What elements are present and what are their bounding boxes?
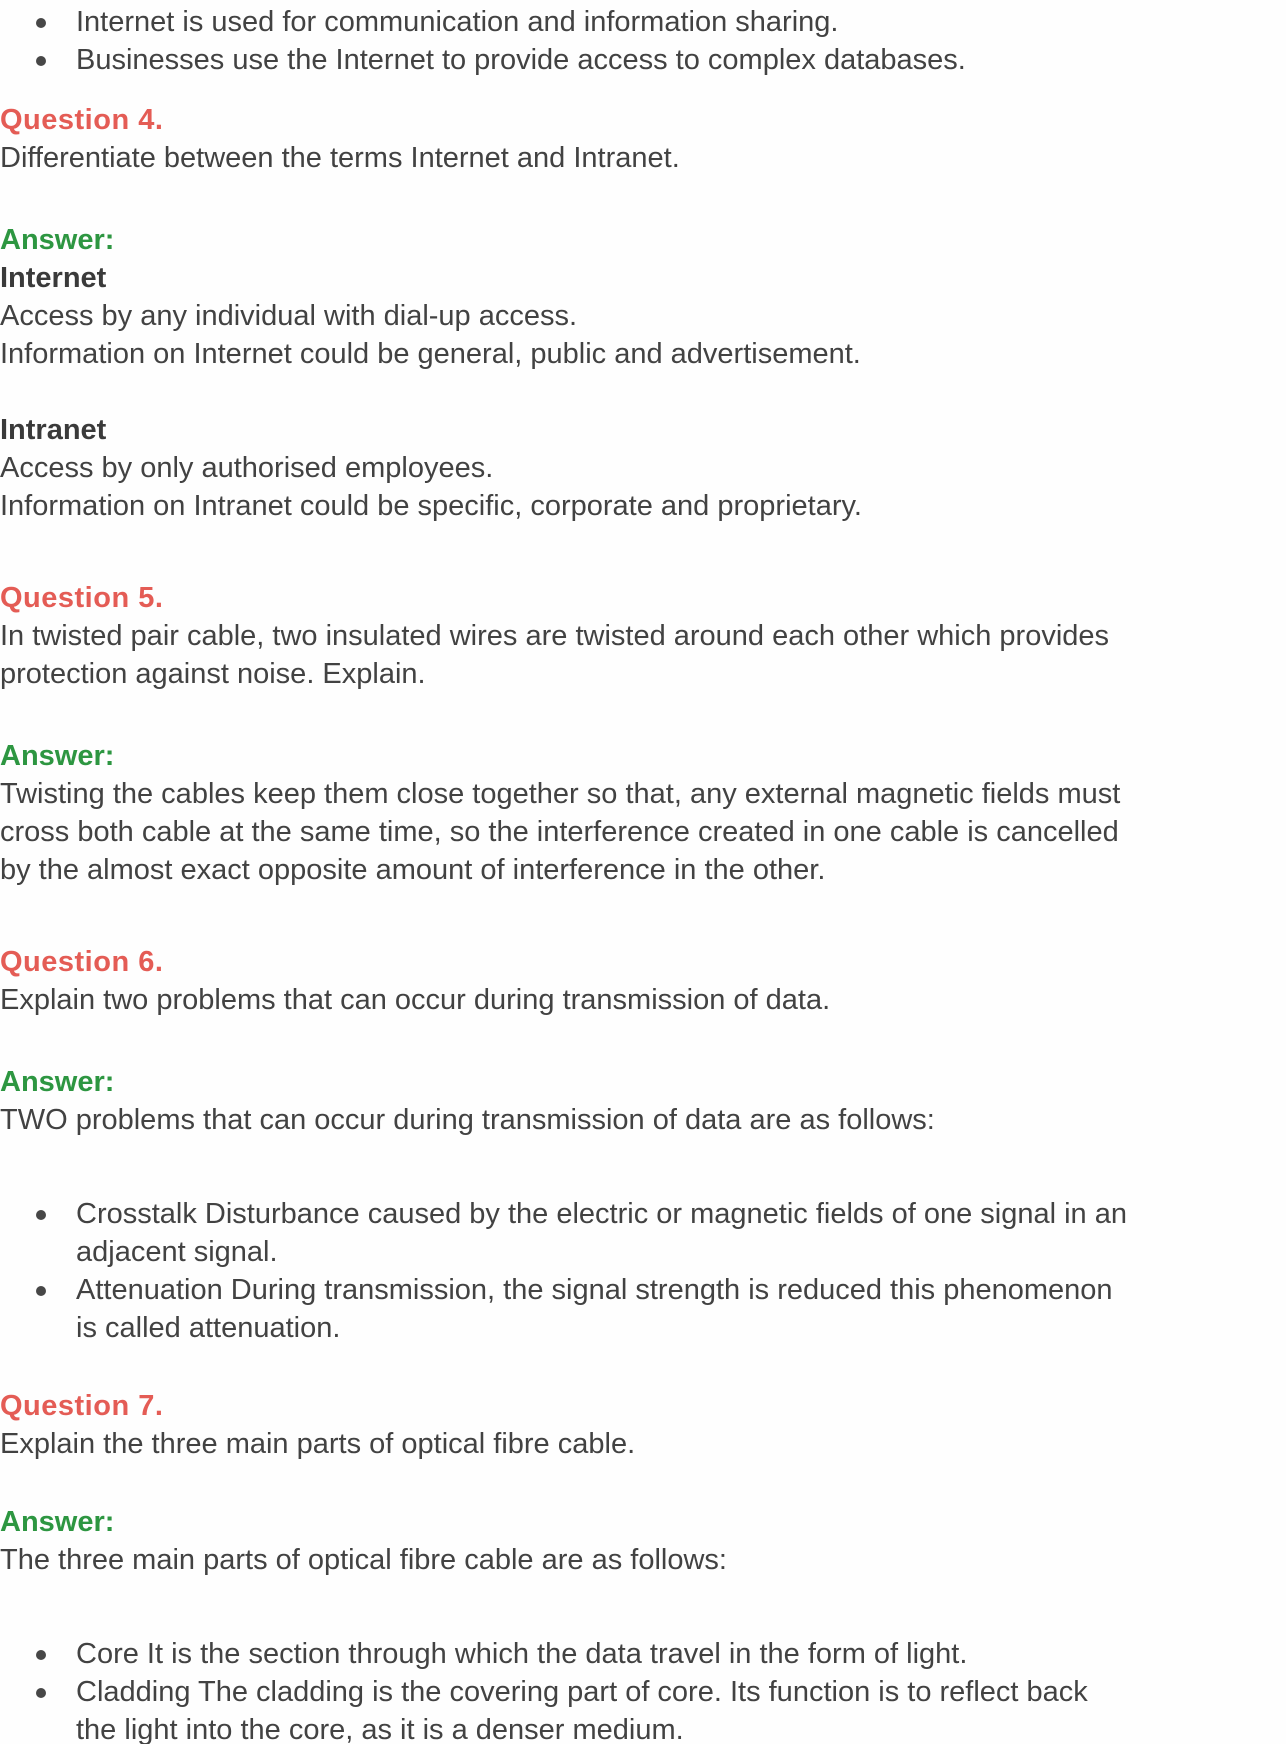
paragraph-line: Twisting the cables keep them close together so that, any external magnetic fields must (0, 778, 1121, 810)
bullet-list (0, 3, 1286, 79)
bullet-list (0, 1195, 1286, 1347)
subheading: Intranet (0, 414, 107, 446)
paragraph-line: Differentiate between the terms Internet and Intranet. (0, 142, 680, 174)
list-item-text: Cladding The cladding is the covering part of core. Its function is to reflect back (76, 1676, 1088, 1708)
list-item-text: is called attenuation. (76, 1312, 341, 1344)
paragraph-line: cross both cable at the same time, so the interference created in one cable is cancelled (0, 816, 1119, 848)
paragraph-line: Access by any individual with dial-up access. (0, 300, 578, 332)
question-heading: Question 5. (0, 582, 164, 614)
paragraph-line: Information on Intranet could be specific, corporate and proprietary. (0, 490, 862, 522)
bullet-line (0, 1271, 1286, 1309)
bullet-icon (36, 56, 46, 66)
list-item (0, 3, 1286, 41)
paragraph (0, 775, 1286, 889)
subheading: Internet (0, 262, 107, 294)
answer-label: Answer: (0, 1066, 115, 1098)
answer-label: Answer: (0, 740, 115, 772)
paragraph-line: protection against noise. Explain. (0, 658, 426, 690)
bullet-list (0, 1635, 1286, 1744)
paragraph-line: Explain the three main parts of optical fibre cable. (0, 1428, 636, 1460)
list-item (0, 1195, 1286, 1271)
paragraph (0, 1425, 1286, 1463)
paragraph (0, 297, 1286, 373)
list-item (0, 1673, 1286, 1744)
list-item (0, 1271, 1286, 1347)
list-item-text: adjacent signal. (76, 1236, 278, 1268)
paragraph (0, 139, 1286, 177)
paragraph-line: The three main parts of optical fibre cable are as follows: (0, 1544, 727, 1576)
list-item-text: Internet is used for communication and information sharing. (76, 6, 839, 38)
bullet-icon (36, 1688, 46, 1698)
bullet-line (0, 1635, 1286, 1673)
paragraph-line: by the almost exact opposite amount of interference in the other. (0, 854, 826, 886)
list-item-text: Crosstalk Disturbance caused by the electric or magnetic fields of one signal in an (76, 1198, 1127, 1230)
list-item-text: the light into the core, as it is a denser medium. (76, 1714, 684, 1744)
answer-label: Answer: (0, 1506, 115, 1538)
question-heading: Question 7. (0, 1390, 164, 1422)
question-heading: Question 4. (0, 104, 164, 136)
paragraph (0, 1541, 1286, 1579)
bullet-line (0, 3, 1286, 41)
bullet-line (0, 1673, 1286, 1711)
bullet-icon (36, 1650, 46, 1660)
answer-label: Answer: (0, 224, 115, 256)
paragraph-line: Access by only authorised employees. (0, 452, 494, 484)
paragraph-line: Explain two problems that can occur during transmission of data. (0, 984, 831, 1016)
paragraph-line: In twisted pair cable, two insulated wires are twisted around each other which provides (0, 620, 1110, 652)
bullet-icon (36, 1286, 46, 1296)
list-item-text: Core It is the section through which the data travel in the form of light. (76, 1638, 968, 1670)
paragraph (0, 981, 1286, 1019)
qa-document (0, 3, 1286, 1744)
list-item (0, 41, 1286, 79)
list-item-text: Attenuation During transmission, the signal strength is reduced this phenomenon (76, 1274, 1113, 1306)
bullet-icon (36, 1210, 46, 1220)
paragraph-line: TWO problems that can occur during transmission of data are as follows: (0, 1104, 935, 1136)
list-item (0, 1635, 1286, 1673)
bullet-line (0, 41, 1286, 79)
paragraph-line: Information on Internet could be general, public and advertisement. (0, 338, 861, 370)
bullet-continuation-line (0, 1711, 1286, 1744)
bullet-line (0, 1195, 1286, 1233)
paragraph (0, 617, 1286, 693)
paragraph (0, 449, 1286, 525)
bullet-icon (36, 18, 46, 28)
bullet-continuation-line (0, 1233, 1286, 1271)
paragraph (0, 1101, 1286, 1139)
question-heading: Question 6. (0, 946, 164, 978)
bullet-continuation-line (0, 1309, 1286, 1347)
list-item-text: Businesses use the Internet to provide access to complex databases. (76, 44, 966, 76)
